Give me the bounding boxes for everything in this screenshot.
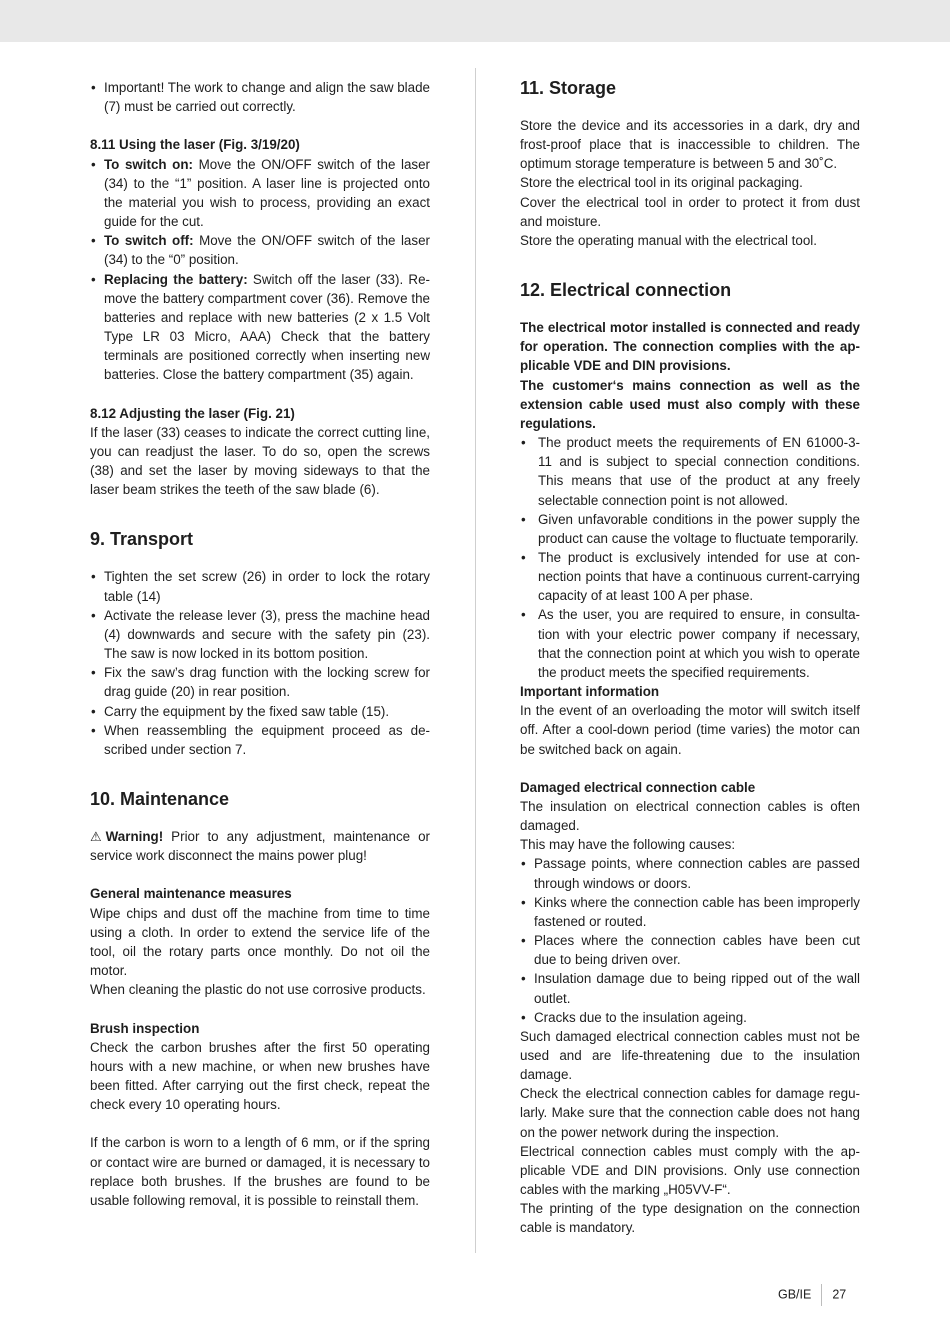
list-item: • Replacing the battery: Switch off the laser (33). Re-move the battery compartment cover (36). Remove the batteries and replace with new batteries (2 x 1.5 Volt Type LR 03 Micro, AAA) Check that the battery terminals are positioned correctly when inserting new batteries. Close the battery compartment (35) again.: [90, 270, 430, 385]
damaged-cable-text: The insulation on electrical connection cables is often damaged.: [520, 798, 860, 834]
column-divider: [475, 68, 476, 1253]
laser-instructions-list: [90, 155, 430, 385]
warning-icon: ⚠: [90, 828, 102, 844]
brush-inspection-heading: Brush inspection: [90, 1020, 200, 1036]
brush-inspection-text: Check the carbon brushes after the first 50 operating hours with a new machine, or when new brushes have been fitted. After carrying out the first check, repeat the check every 10 operating hours.: [90, 1039, 430, 1113]
list-item: • Passage points, where connection cables are passed through windows or doors.: [520, 854, 860, 892]
storage-text: Store the operating manual with the electrical tool.: [520, 232, 817, 248]
page-number: 27: [832, 1287, 847, 1302]
list-item: • Given unfavorable conditions in the power supply the product can cause the voltage to fluctuate temporarily.: [520, 510, 860, 548]
list-item: • When reassembling the equipment proceed as de-scribed under section 7.: [90, 721, 430, 759]
general-maintenance-heading: General maintenance measures: [90, 886, 292, 902]
section-8-12-text: If the laser (33) ceases to indicate the correct cutting line, you can readjust the laser. To do so, open the screws (38) and set the laser by moving sideways to that the laser beam strikes the teeth of the saw blade (6).: [90, 424, 430, 498]
storage-text: Cover the electrical tool in order to protect it from dust and moisture.: [520, 194, 860, 229]
warning-paragraph: ⚠ Warning! Prior to any adjustment, maintenance or service work disconnect the mains power plug!: [90, 828, 430, 864]
list-item: • The product meets the requirements of EN 61000-3-11 and is subject to special connection conditions. This means that use of the product at any freely selectable connection point is not allowed.: [520, 433, 860, 510]
list-item: • Cracks due to the insulation ageing.: [520, 1008, 860, 1027]
list-item: • Fix the saw’s drag function with the locking screw for drag guide (20) in rear position.: [90, 663, 430, 701]
list-item: • Carry the equipment by the fixed saw table (15).: [90, 702, 430, 721]
damaged-cable-text: The printing of the type designation on the connection cable is mandatory.: [520, 1201, 860, 1236]
electrical-requirements-list: [520, 433, 860, 682]
damage-causes-list: [520, 854, 860, 1026]
electrical-bold-text: The customer‘s mains connection as well as the extension cable used must also comply with these regulations.: [520, 377, 860, 431]
damaged-cable-text: Such damaged electrical connection cables must not be used and are life-threatening due to the insulation damage.: [520, 1028, 860, 1083]
region-label: GB/IE: [778, 1287, 812, 1302]
list-item: • As the user, you are required to ensure, in consulta-tion with your electric power company if necessary, that the connection point at which you wish to operate the product meets the specified requirements.: [520, 605, 860, 682]
damaged-cable-heading: Damaged electrical connection cable: [520, 779, 756, 795]
left-column: [90, 78, 430, 1210]
brush-inspection-text: If the carbon is worn to a length of 6 mm, or if the spring or contact wire are burned or damaged, it is necessary to replace both brushes. If the brushes are found to be usable following removal, it is possible to reinstall them.: [90, 1135, 430, 1208]
footer-divider: [821, 1284, 822, 1306]
storage-text: Store the electrical tool in its original packaging.: [520, 175, 803, 191]
electrical-bold-text: The electrical motor installed is connected and ready for operation. The connection complies with the ap-plicable VDE and DIN provisions.: [520, 320, 860, 374]
right-column: [520, 76, 860, 1238]
list-item: • The product is exclusively intended for use at con-nection points that have a continuous current-carrying capacity of at least 100 A per phase.: [520, 548, 860, 605]
important-information-text: In the event of an overloading the motor will switch itself off. After a cool-down period (time varies) the motor can be switched back on again.: [520, 703, 860, 757]
general-maintenance-text: When cleaning the plastic do not use corrosive products.: [90, 982, 426, 998]
list-item: • Activate the release lever (3), press the machine head (4) downwards and secure with the safety pin (23). The saw is now locked in its bottom position.: [90, 606, 430, 663]
list-item: • Important! The work to change and align the saw blade (7) must be carried out correctly.: [90, 78, 430, 116]
damaged-cable-text: Electrical connection cables must comply with the ap-plicable VDE and DIN provisions. Only use connection cables with the marking „H05VV-F“.: [520, 1143, 860, 1198]
transport-heading: 9. Transport: [90, 529, 194, 550]
damaged-cable-text: This may have the following causes:: [520, 837, 736, 853]
maintenance-heading: 10. Maintenance: [90, 788, 230, 809]
intro-list: [90, 78, 430, 116]
important-information-heading: Important information: [520, 684, 660, 700]
storage-heading: 11. Storage: [520, 78, 617, 98]
list-item: • To switch on: Move the ON/OFF switch of the laser (34) to the “1” position. A laser line is projected onto the material you wish to process, providing an exact guide for the cut.: [90, 155, 430, 232]
section-8-11-heading: 8.11 Using the laser (Fig. 3/19/20): [90, 137, 300, 153]
damaged-cable-text: Check the electrical connection cables for damage regu-larly. Make sure that the connection cable does not hang on the power network during the inspection.: [520, 1086, 860, 1140]
section-8-12-heading: 8.12 Adjusting the laser (Fig. 21): [90, 405, 295, 421]
page-footer: [778, 1284, 846, 1306]
list-item: • To switch off: Move the ON/OFF switch of the laser (34) to the “0” position.: [90, 231, 430, 269]
top-header-bar: [0, 0, 950, 42]
list-item: • Tighten the set screw (26) in order to lock the rotary table (14): [90, 567, 430, 605]
general-maintenance-text: Wipe chips and dust off the machine from time to time using a cloth. In order to extend the service life of the tool, oil the rotary parts once monthly. Do not oil the motor.: [90, 905, 430, 979]
transport-list: [90, 567, 430, 759]
list-item: • Insulation damage due to being ripped out of the wall outlet.: [520, 969, 860, 1007]
list-item: • Kinks where the connection cable has been improperly fastened or routed.: [520, 893, 860, 931]
list-item: • Places where the connection cables have been cut due to being driven over.: [520, 931, 860, 969]
storage-text: Store the device and its accessories in a dark, dry and frost-proof place that is inaccessible to children. The optimum storage temperature is between 5 and 30˚C.: [520, 118, 860, 172]
electrical-connection-heading: 12. Electrical connection: [520, 280, 732, 301]
